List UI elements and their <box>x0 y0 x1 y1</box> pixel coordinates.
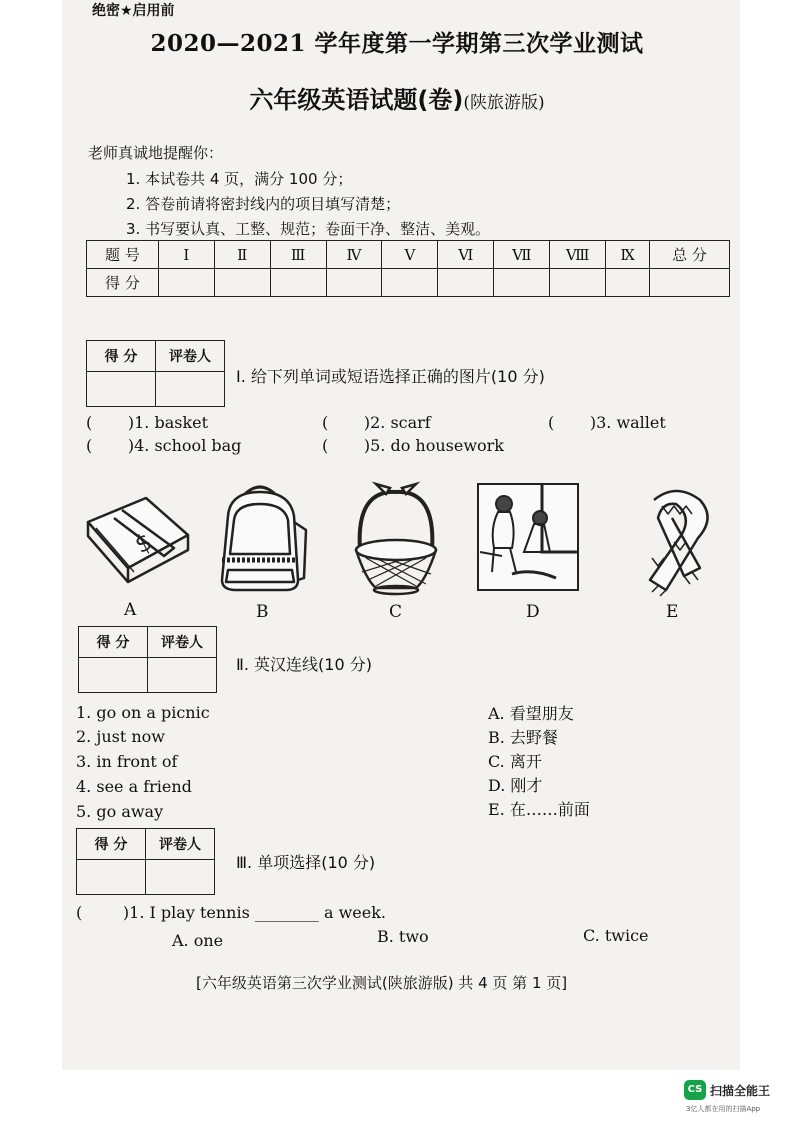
basket-picture <box>346 480 446 600</box>
match-english-item: 2. just now <box>76 727 165 746</box>
grader-name-label: 评卷人 <box>146 829 215 860</box>
question-item: ( )5. do housework <box>322 436 504 455</box>
score-cell[interactable] <box>494 269 550 297</box>
section-numeral: Ⅰ <box>158 241 214 269</box>
section-2-title: Ⅱ. 英汉连线(10 分) <box>236 655 372 674</box>
section-numeral: Ⅳ <box>326 241 382 269</box>
school-bag-picture <box>210 482 310 597</box>
question-item: ( )1. I play tennis ________ a week. <box>76 903 386 922</box>
question-text: 2. scarf <box>370 413 431 432</box>
grader-score-label: 得 分 <box>77 829 146 860</box>
grader-score-label: 得 分 <box>79 627 148 658</box>
section-numeral: Ⅵ <box>438 241 494 269</box>
grader-score-cell[interactable] <box>77 860 146 895</box>
match-chinese-item: E. 在……前面 <box>488 800 590 819</box>
score-cell[interactable] <box>326 269 382 297</box>
score-cell[interactable] <box>606 269 650 297</box>
scarf-picture <box>626 480 726 598</box>
notice-heading: 老师真诚地提醒你： <box>88 144 224 162</box>
subtitle-text: 六年级英语试题(卷) <box>249 86 464 114</box>
question-text: 1. basket <box>134 413 209 432</box>
grader-score-label: 得 分 <box>87 341 156 372</box>
section-numeral: Ⅸ <box>606 241 650 269</box>
option-b: B. two <box>377 927 429 946</box>
grader-box <box>78 626 217 693</box>
grader-box <box>76 828 215 895</box>
match-english-item: 3. in front of <box>76 752 178 771</box>
section-numeral: Ⅱ <box>214 241 270 269</box>
match-chinese-item: B. 去野餐 <box>488 728 558 747</box>
section-numeral: Ⅲ <box>270 241 326 269</box>
scanner-app-name: 扫描全能王 <box>710 1084 771 1098</box>
wallet-picture <box>76 480 196 590</box>
question-text: 4. school bag <box>134 436 242 455</box>
score-label: 得 分 <box>87 269 159 297</box>
section-3-title: Ⅲ. 单项选择(10 分) <box>236 853 376 872</box>
question-number-label: 题 号 <box>87 241 159 269</box>
grader-name-cell[interactable] <box>156 372 225 407</box>
section-numeral: Ⅷ <box>550 241 606 269</box>
exam-title: 2020—2021 学年度第一学期第三次学业测试 <box>150 30 644 57</box>
scanner-app-tagline: 3亿人都在用的扫描App <box>686 1105 761 1113</box>
score-cell[interactable] <box>382 269 438 297</box>
question-item: ( )4. school bag <box>86 436 242 455</box>
question-item: ( )3. wallet <box>548 413 666 432</box>
match-english-item: 4. see a friend <box>76 777 192 796</box>
grader-score-cell[interactable] <box>79 658 148 693</box>
grader-name-cell[interactable] <box>148 658 217 693</box>
option-a: A. one <box>172 931 224 950</box>
grader-name-cell[interactable] <box>146 860 215 895</box>
image-label: C <box>389 602 403 622</box>
grader-name-label: 评卷人 <box>156 341 225 372</box>
total-score-cell[interactable] <box>650 269 730 297</box>
score-table <box>86 240 730 297</box>
grader-box <box>86 340 225 407</box>
match-english-item: 1. go on a picnic <box>76 703 210 722</box>
notice-item: 1. 本试卷共 4 页，满分 100 分； <box>126 170 353 188</box>
image-label: A <box>124 600 137 620</box>
edition-label: (陕旅游版) <box>463 93 545 113</box>
section-1-title: Ⅰ. 给下列单词或短语选择正确的图片(10 分) <box>236 367 545 386</box>
match-chinese-item: C. 离开 <box>488 752 542 771</box>
scanner-logo-icon: CS <box>684 1080 706 1100</box>
secret-label: 绝密★启用前 <box>92 3 175 19</box>
score-cell[interactable] <box>214 269 270 297</box>
grader-score-cell[interactable] <box>87 372 156 407</box>
question-text: 3. wallet <box>596 413 666 432</box>
image-label: E <box>666 602 679 622</box>
score-cell[interactable] <box>550 269 606 297</box>
option-c: C. twice <box>583 926 649 945</box>
score-cell[interactable] <box>158 269 214 297</box>
total-label: 总 分 <box>650 241 730 269</box>
score-cell[interactable] <box>438 269 494 297</box>
question-text: 1. I play tennis ________ a week. <box>129 903 386 922</box>
section-numeral: Ⅴ <box>382 241 438 269</box>
question-item: ( )2. scarf <box>322 413 431 432</box>
image-label: D <box>526 602 540 622</box>
section-numeral: Ⅶ <box>494 241 550 269</box>
notice-item: 3. 书写要认真、工整、规范；卷面干净、整洁、美观。 <box>126 220 491 238</box>
match-chinese-item: D. 刚才 <box>488 776 543 795</box>
housework-picture <box>472 482 584 594</box>
match-chinese-item: A. 看望朋友 <box>488 704 574 723</box>
question-item: ( )1. basket <box>86 413 209 432</box>
question-text: 5. do housework <box>370 436 504 455</box>
notice-item: 2. 答卷前请将密封线内的项目填写清楚； <box>126 195 401 213</box>
grader-name-label: 评卷人 <box>148 627 217 658</box>
page-footer: [六年级英语第三次学业测试(陕旅游版) 共 4 页 第 1 页] <box>196 974 568 992</box>
score-cell[interactable] <box>270 269 326 297</box>
dollar-sign: $ <box>130 527 157 560</box>
match-english-item: 5. go away <box>76 802 164 821</box>
image-label: B <box>256 602 269 622</box>
exam-subtitle <box>0 80 794 115</box>
